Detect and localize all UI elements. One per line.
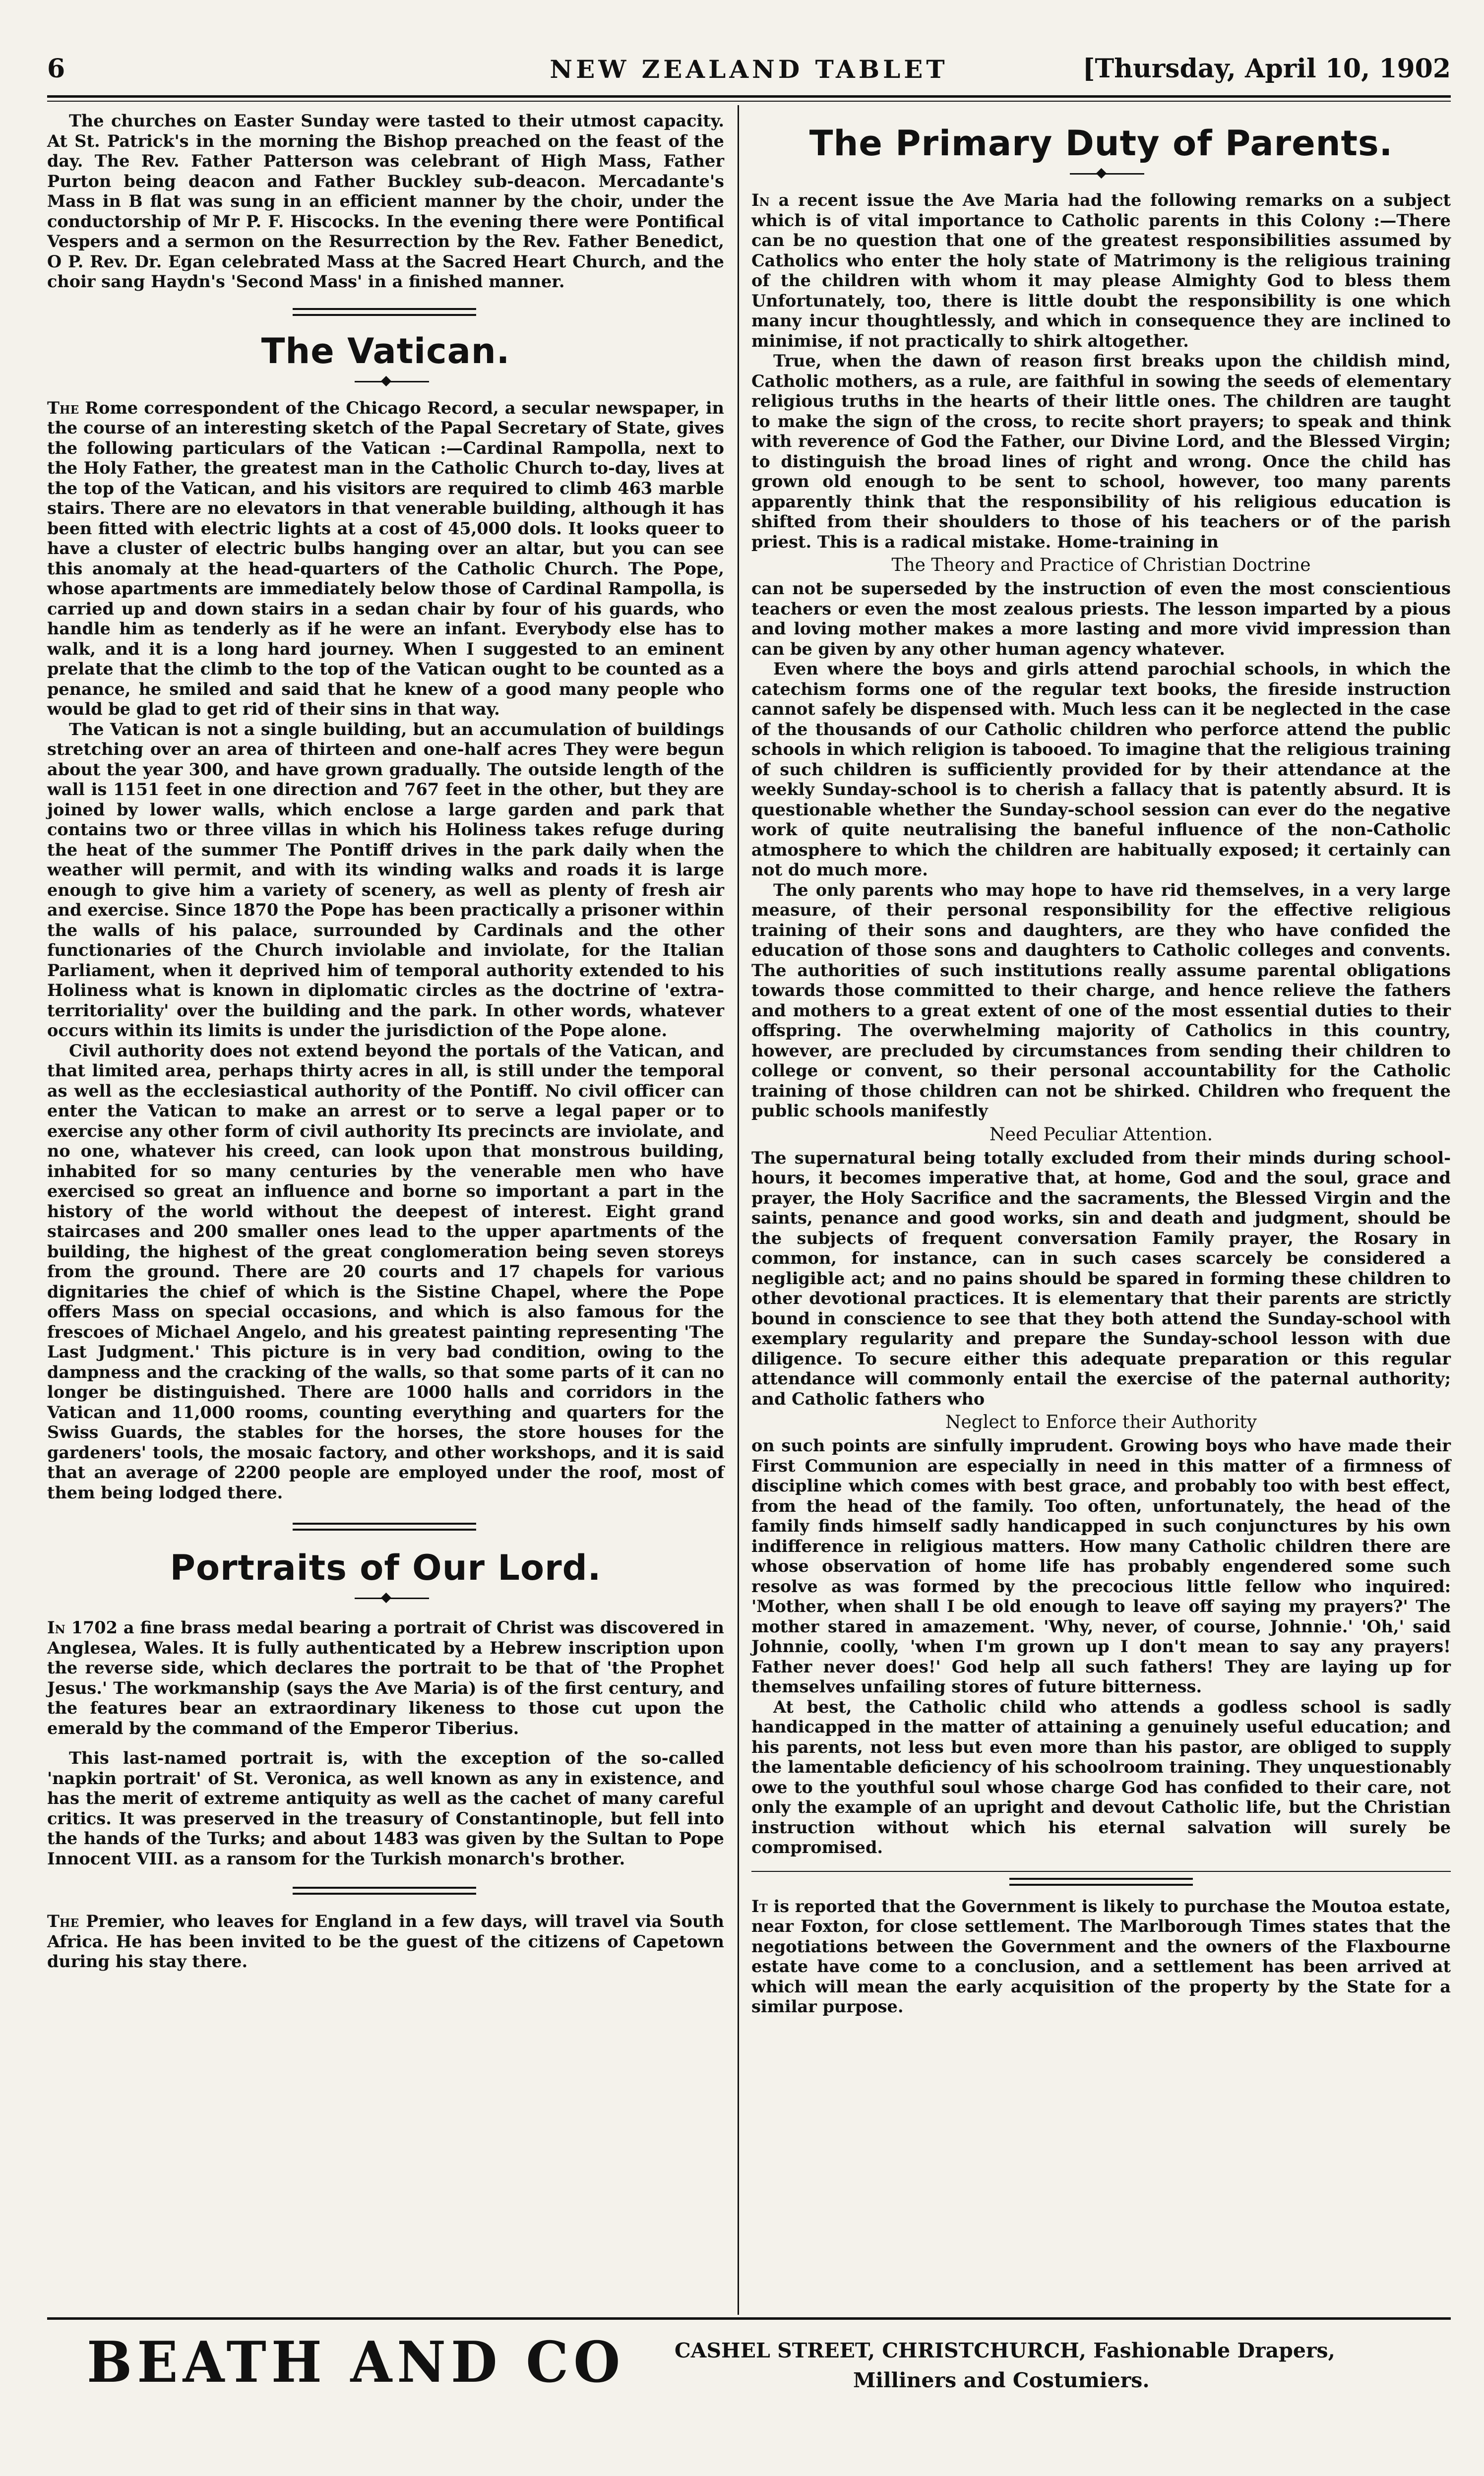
portraits-paragraph-1 <box>47 1618 724 1738</box>
parents-paragraph-1-text: a recent issue the Ave Maria had the following remarks on a subject which is of vital importance to Catholic parents in this Colony :—There can be no question that one of the greatest responsibilities assumed by Catholics who enter the holy state of Matrimony is the religious training of the children with whom it may please Almighty God to bless them Unfortunately, too, there is little doubt the responsibility is one which many incur thoughtlessly, and which in consequence they are inclined to minimise, if not practically to shirk altogether. <box>751 190 1451 351</box>
section-separator <box>47 1869 724 1912</box>
parents-heading: The Primary Duty of Parents. <box>809 123 1393 164</box>
heading-ornament <box>751 164 1451 184</box>
section-separator <box>751 1858 1451 1897</box>
portraits-drop-word: In <box>47 1618 65 1637</box>
right-column <box>751 108 1451 2017</box>
heading-ornament <box>47 1588 724 1608</box>
subheading-neglect-authority: Neglect to Enforce their Authority <box>945 1412 1257 1432</box>
vatican-paragraph-2: The Vatican is not a single building, but an accumulation of buildings stretching over an area of thirteen and one-half acres They were begun about the year 300, and have grown gradually. The outside length of the wall is 1151 feet in one direction and 767 feet in the other, but they are joined by lower walls, which enclose a large garden and park that contains two or three villas in which his Holiness takes refuge during the heat of the summer The Pontiff drives in the park daily when the weather will permit, and with its winding walks and roads it is large enough to give him a variety of scenery, as well as plenty of fresh air and exercise. Since 1870 the Pope has been practically a prisoner within the walls of his palace, surrounded by Cardinals and the other functionaries of the Church inviolable and inviolate, for the Italian Parliament, when it deprived him of temporal authority extended to his Holiness what is known in diplomatic circles as the doctrine of 'extra-territoriality' over the building and the park. In other words, whatever occurs within its limits is under the jurisdiction of the Pope alone. <box>47 719 724 1040</box>
parents-paragraph-6: The supernatural being totally excluded from their minds during school-hours, it becomes imperative that, at home, God and the soul, grace and prayer, the Holy Sacrifice and the sacraments, the Blessed Virgin and the saints, penance and good works, sin and death and judgment, should be the subjects of frequent conversation Family prayer, the Rosary in common, for instance, can in such cases scarcely be considered a negligible act; and no pains should be spared in forming these children to other devotional practices. It is elementary that their parents are strictly bound in conscience to see that they both attend the Sunday-school with exemplary regularity and prepare the Sunday-school lesson with due diligence. To secure either this adequate preparation or this regular attendance will commonly entail the exercise of the paternal authority; and Catholic fathers who <box>751 1148 1451 1409</box>
vatican-paragraph-1-text: Rome correspondent of the Chicago Record, a secular newspaper, in the course of an interesting sketch of the Papal Secretary of State, gives the following particulars of the Vatican :—Cardinal Rampolla, next to the Holy Father, the greatest man in the Catholic Church to-day, lives at the top of the Vatican, and his visitors are required to climb 463 marble stairs. There are no elevators in that venerable building, although it has been fitted with electric lights at a cost of 45,000 dols. It looks queer to have a cluster of electric bulbs hanging over an altar, but you can see this anomaly at the head-quarters of the Catholic Church. The Pope, whose apartments are immediately below those of Cardinal Rampolla, is carried up and down stairs in a sedan chair by four of his guards, who handle him as tenderly as if he were an infant. Everybody else has to walk, and it is a long hard journey. When I suggested to an eminent prelate that the climb to the top of the Vatican ought to be counted as a penance, he smiled and said that he knew of a good many people who would be glad to get rid of their sins in that way. <box>47 398 724 719</box>
heading-ornament <box>47 371 724 391</box>
portraits-heading: Portraits of Our Lord. <box>170 1548 602 1588</box>
footer-rule <box>47 2317 1451 2320</box>
easter-churches-paragraph: The churches on Easter Sunday were tasted to their utmost capacity. At St. Patrick's in the morning the Bishop preached on the feast of the day. The Rev. Father Patterson was celebrant of High Mass, Father Purton being deacon and Father Buckley sub-deacon. Mercadante's Mass in B flat was sung in an efficient manner by the choir, under the conductorship of Mr P. F. Hiscocks. In the evening there were Pontifical Vespers and a sermon on the Resurrection by the Rev. Father Benedict, O P. Rev. Dr. Egan celebrated Mass at the Sacred Heart Church, and the choir sang Haydn's 'Second Mass' in a finished manner. <box>47 111 724 291</box>
subheading-peculiar-attention: Need Peculiar Attention. <box>989 1124 1213 1145</box>
page-number: 6 <box>47 54 65 84</box>
parents-drop-word: In <box>751 190 770 210</box>
parents-paragraph-7: on such points are sinfully imprudent. Growing boys who have made their First Communion are especially in need in this matter of a firmness of discipline which comes with best grace, and probably too with best effect, from the head of the family. Too often, unfortunately, the head of the family finds himself sadly handicapped in such conjunctures by his own indifference in religious matters. How many Catholic children there are whose observation of home life has probably engendered some such resolve as was formed by the precocious little fellow who inquired: 'Mother, when shall I be old enough to leave off saying my prayers?' The mother stared in amazement. 'Why, never, of course, Johnnie.' 'Oh,' said Johnnie, coolly, 'when I'm grown up I don't mean to say any prayers! Father never does!' God help all such fathers! They are laying up for themselves unfailing stores of future bitterness. <box>751 1436 1451 1696</box>
portraits-paragraph-2: This last-named portrait is, with the exception of the so-called 'napkin portrait' of St. Veronica, as well known as any in existence, and has the merit of extreme antiquity as well as the cachet of many careful critics. It was preserved in the treasury of Constantinople, but fell into the hands of the Turks; and about 1483 was given by the Sultan to Pope Innocent VIII. as a ransom for the Turkish monarch's brother. <box>47 1748 724 1868</box>
premier-paragraph <box>47 1912 724 1972</box>
portraits-paragraph-1-text: 1702 a fine brass medal bearing a portrait of Christ was discovered in Anglesea, Wales. It is fully authenticated by a Hebrew inscription upon the reverse side, which declares the portrait to be that of 'the Prophet Jesus.' The workmanship (says the Ave Maria) is of the first century, and the features bear an extraordinary likeness to those cut upon the emerald by the command of the Emperor Tiberius. <box>47 1618 724 1738</box>
footer-trade: Milliners and Costumiers. <box>853 2368 1150 2392</box>
premier-drop-word: The <box>47 1912 79 1931</box>
vatican-paragraph-3: Civil authority does not extend beyond the portals of the Vatican, and that limited area, perhaps thirty acres in all, is still under the temporal as well as the ecclesiastical authority of the Pontiff. No civil officer can enter the Vatican to make an arrest or to serve a legal paper or to exercise any other form of civil authority Its precincts are inviolate, and no one, whatever his creed, can look upon that monstrous building, inhabited for so many centuries by the venerable men who have exercised so great an influence and borne so important a part in the history of the world without the deepest of interest. Eight grand staircases and 200 smaller ones lead to the upper apartments of the building, the highest of the great conglomeration being seven storeys from the ground. There are 20 courts and 17 chapels for various dignitaries the chief of which is the Sistine Chapel, where the Pope offers Mass on special occasions, and which is also famous for the frescoes of Michael Angelo, and his greatest painting representing 'The Last Judgment.' This picture is in very bad condition, owing to the dampness and the cracking of the walls, so that some parts of it can no longer be distinguished. There are 1000 halls and corridors in the Vatican and 11,000 rooms, counting everything and quarters for the Swiss Guards, the stables for the horses, the store houses for the gardeners' tools, the mosaic factory, and other workshops, and it is said that an average of 2200 people are employed under the roof, most of them being lodged there. <box>47 1041 724 1502</box>
vatican-paragraph-1 <box>47 398 724 720</box>
footer-advertiser: BEATH AND CO <box>87 2329 625 2396</box>
subheading-christian-doctrine: The Theory and Practice of Christian Doctrine <box>891 555 1311 575</box>
section-separator <box>47 292 724 331</box>
column-divider <box>738 105 739 2315</box>
masthead-rule-thick <box>47 95 1451 98</box>
parents-paragraph-3: can not be superseded by the instruction of even the most conscientious teachers or even the most zealous priests. The lesson imparted by a pious and loving mother makes a more lasting and more vivid impression than can be given by any other human agency whatever. <box>751 579 1451 659</box>
moutoa-drop-word: It <box>751 1896 768 1916</box>
section-separator <box>47 1503 724 1548</box>
issue-date: [Thursday, April 10, 1902 <box>1082 54 1451 84</box>
parents-paragraph-4: Even where the boys and girls attend parochial schools, in which the catechism forms one of the regular text books, the fireside instruction cannot safely be dispensed with. Much less can it be neglected in the case of the thousands of our Catholic children who perforce attend the public schools in which religion is tabooed. To imagine that the religious training of such children is sufficiently provided for by their attendance at the weekly Sunday-school is to cherish a fallacy that is patently absurd. It is questionable whether the Sunday-school session can ever do the negative work of quite neutralising the baneful influence of the non-Catholic atmosphere to which the children are habitually exposed; it certainly can not do much more. <box>751 659 1451 879</box>
vatican-heading: The Vatican. <box>261 330 510 371</box>
parents-paragraph-5: The only parents who may hope to have rid themselves, in a very large measure, of their personal responsibility for the effective religious training of their sons and daughters, are they who have confided the education of those sons and daughters to Catholic colleges and convents. The authorities of such institutions really assume parental obligations towards those committed to their charge, and hence relieve the fathers and mothers to a great extent of one of the most essential duties to their offspring. The overwhelming majority of Catholics in this country, however, are precluded by circumstances from sending their children to college or convent, so their personal accountability for the Catholic training of those children can not be shirked. Children who frequent the public schools manifestly <box>751 880 1451 1120</box>
moutoa-paragraph <box>751 1897 1451 2017</box>
vatican-drop-word: The <box>47 398 79 418</box>
newspaper-title: NEW ZEALAND TABLET <box>550 55 948 84</box>
parents-paragraph-2: True, when the dawn of reason first breaks upon the childish mind, Catholic mothers, as a rule, are faithful in sowing the seeds of elementary religious truths in the hearts of their little ones. The children are taught to make the sign of the cross, to recite short prayers; to speak and think with reverence of God the Father, our Divine Lord, and the Blessed Virgin; to distinguish the broad lines of right and wrong. Once the child has grown old enough to be sent to school, however, too many parents apparently think that the responsibility of his religious education is shifted from their shoulders to those of his teachers or of the parish priest. This is a radical mistake. Home-training in <box>751 351 1451 552</box>
moutoa-paragraph-text: is reported that the Government is likely to purchase the Moutoa estate, near Foxton, for close settlement. The Marlborough Times states that the negotiations between the Government and the owners of the Flaxbourne estate have come to a conclusion, and a settlement has been arrived at which will mean the early acquisition of the property by the State for a similar purpose. <box>751 1896 1451 2016</box>
footer-address: CASHEL STREET, CHRISTCHURCH, Fashionable Drapers, <box>675 2339 1335 2362</box>
premier-paragraph-text: Premier, who leaves for England in a few days, will travel via South Africa. He has been invited to be the guest of the citizens of Capetown during his stay there. <box>47 1912 724 1971</box>
masthead-rule-thin <box>47 101 1451 102</box>
parents-paragraph-8: At best, the Catholic child who attends a godless school is sadly handicapped in the matter of attaining a genuinely useful education; and his parents, not less but even more than his pastor, are obliged to supply the lamentable deficiency of his schoolroom training. They unquestionably owe to the youthful soul whose charge God has confided to their care, not only the example of an upright and devout Catholic life, but the Christian instruction without which his eternal salvation will surely be compromised. <box>751 1697 1451 1857</box>
masthead <box>47 44 1451 93</box>
parents-paragraph-1 <box>751 190 1451 351</box>
left-column <box>47 108 724 1972</box>
